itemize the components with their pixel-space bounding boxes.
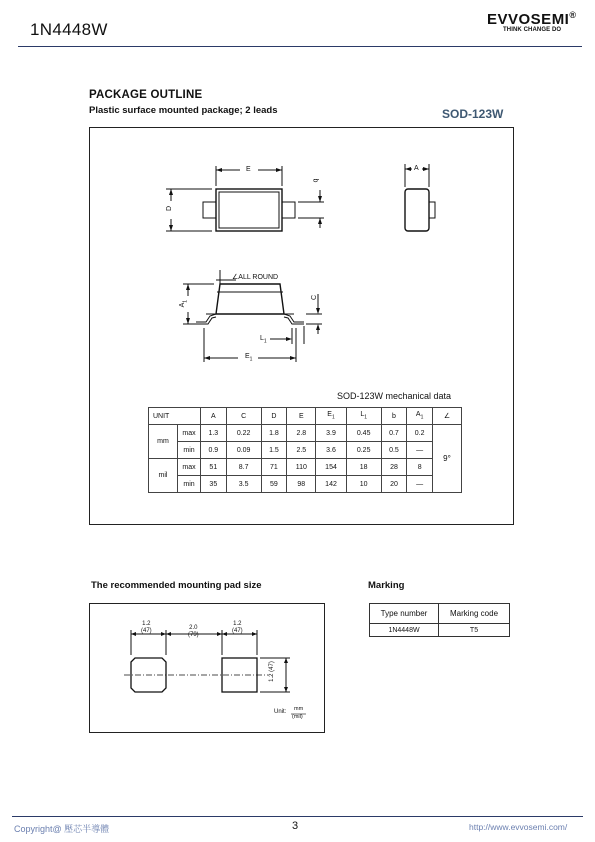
dim-label-l1-sub: 1 — [263, 338, 267, 345]
pad-dim-gap: 2.0 (79) — [188, 625, 199, 638]
table-cell: 20 — [381, 476, 407, 493]
dim-label-a1-letter: A — [179, 302, 187, 308]
table-cell: 0.25 — [346, 442, 381, 459]
col-header: A — [201, 408, 227, 425]
table-cell: 3.9 — [316, 425, 346, 442]
col-header: C — [226, 408, 261, 425]
row-label: max — [178, 425, 201, 442]
row-label: min — [178, 476, 201, 493]
col-header: b — [381, 408, 407, 425]
table-cell: 28 — [381, 459, 407, 476]
dim-label-e1-letter: E — [245, 353, 250, 360]
angle-col-header: ∠ — [433, 408, 462, 425]
row-label: max — [178, 459, 201, 476]
company-tagline: THINK CHANGE DO — [503, 27, 562, 33]
table-cell: 0.7 — [381, 425, 407, 442]
table-cell: 0.45 — [346, 425, 381, 442]
table-cell: 18 — [346, 459, 381, 476]
table-cell: 0.9 — [201, 442, 227, 459]
pad-dim-height: 1.2 (47) — [268, 661, 275, 682]
marking-type-value: 1N4448W — [370, 624, 439, 637]
dim-label-l1-letter: L — [260, 335, 264, 342]
pad-unit-mm: mm — [294, 706, 304, 712]
dim-label-a-letter: A — [414, 165, 419, 172]
dim-label-b: b — [311, 178, 319, 183]
pad-unit-mil: (mil) — [292, 714, 303, 720]
dim-label-all-round: ∠ALL ROUND — [232, 274, 279, 281]
table-cell: 2.5 — [287, 442, 316, 459]
table-cell: 3.5 — [226, 476, 261, 493]
footer-copyright: Copyright@ 壓芯半導體 — [14, 824, 110, 834]
table-cell: 142 — [316, 476, 346, 493]
table-cell: 98 — [287, 476, 316, 493]
table-cell: 59 — [261, 476, 287, 493]
pad-size-title: The recommended mounting pad size — [91, 580, 262, 591]
marking-title: Marking — [368, 580, 405, 591]
marking-table — [369, 603, 510, 637]
table-cell: 0.2 — [407, 425, 433, 442]
dim-label-c: C — [311, 294, 319, 301]
pad-dim-left: 1.2 (47) — [141, 621, 152, 634]
table-cell: 110 — [287, 459, 316, 476]
section-title: PACKAGE OUTLINE — [89, 89, 203, 101]
logo-text: EVVOSEMI — [487, 11, 570, 28]
marking-header-type: Type number — [370, 604, 439, 624]
table-cell: 2.8 — [287, 425, 316, 442]
table-cell: 35 — [201, 476, 227, 493]
dim-label-a1-sub: 1 — [182, 299, 189, 303]
pad-dim-right: 1.2 (47) — [232, 621, 243, 634]
table-row — [370, 604, 510, 624]
table-cell: — — [407, 442, 433, 459]
footer-url[interactable]: http://www.evvosemi.com/ — [469, 822, 568, 832]
col-header: $L_1$ — [346, 408, 381, 425]
pad-unit-label: Unit: — [274, 709, 287, 715]
col-header: D — [261, 408, 287, 425]
table-cell: 0.5 — [381, 442, 407, 459]
table-cell: 1.3 — [201, 425, 227, 442]
row-label: min — [178, 442, 201, 459]
table-cell: 154 — [316, 459, 346, 476]
table-cell: 0.09 — [226, 442, 261, 459]
table-cell: 10 — [346, 476, 381, 493]
mech-data-title: SOD-123W mechanical data — [337, 391, 452, 401]
package-code: SOD-123W — [442, 107, 504, 121]
marking-code-value: T5 — [439, 624, 510, 637]
table-cell: 1.5 — [261, 442, 287, 459]
table-cell: 8 — [407, 459, 433, 476]
logo-registered-mark: ® — [569, 10, 577, 20]
table-cell: 8.7 — [226, 459, 261, 476]
angle-value-cell: 9° — [433, 425, 462, 493]
page-number: 3 — [292, 820, 299, 832]
dim-label-d: D — [166, 205, 174, 212]
col-header: $A_1$ — [407, 408, 433, 425]
dim-label-e: E — [246, 166, 251, 173]
marking-header-code: Marking code — [439, 604, 510, 624]
unit-cell: mil — [149, 459, 178, 493]
col-header: $E_1$ — [316, 408, 346, 425]
table-cell: 51 — [201, 459, 227, 476]
dim-label-e1-sub: 1 — [249, 356, 253, 363]
section-subtitle: Plastic surface mounted package; 2 leads — [89, 105, 278, 116]
footer-divider — [12, 816, 583, 817]
table-cell: 1.8 — [261, 425, 287, 442]
table-cell: 3.6 — [316, 442, 346, 459]
col-header: E — [287, 408, 316, 425]
unit-cell: mm — [149, 425, 178, 459]
table-row — [370, 624, 510, 637]
part-number-title: 1N4448W — [30, 20, 108, 39]
table-cell: — — [407, 476, 433, 493]
table-cell: 0.22 — [226, 425, 261, 442]
table-cell: 71 — [261, 459, 287, 476]
unit-header: UNIT — [149, 408, 201, 425]
